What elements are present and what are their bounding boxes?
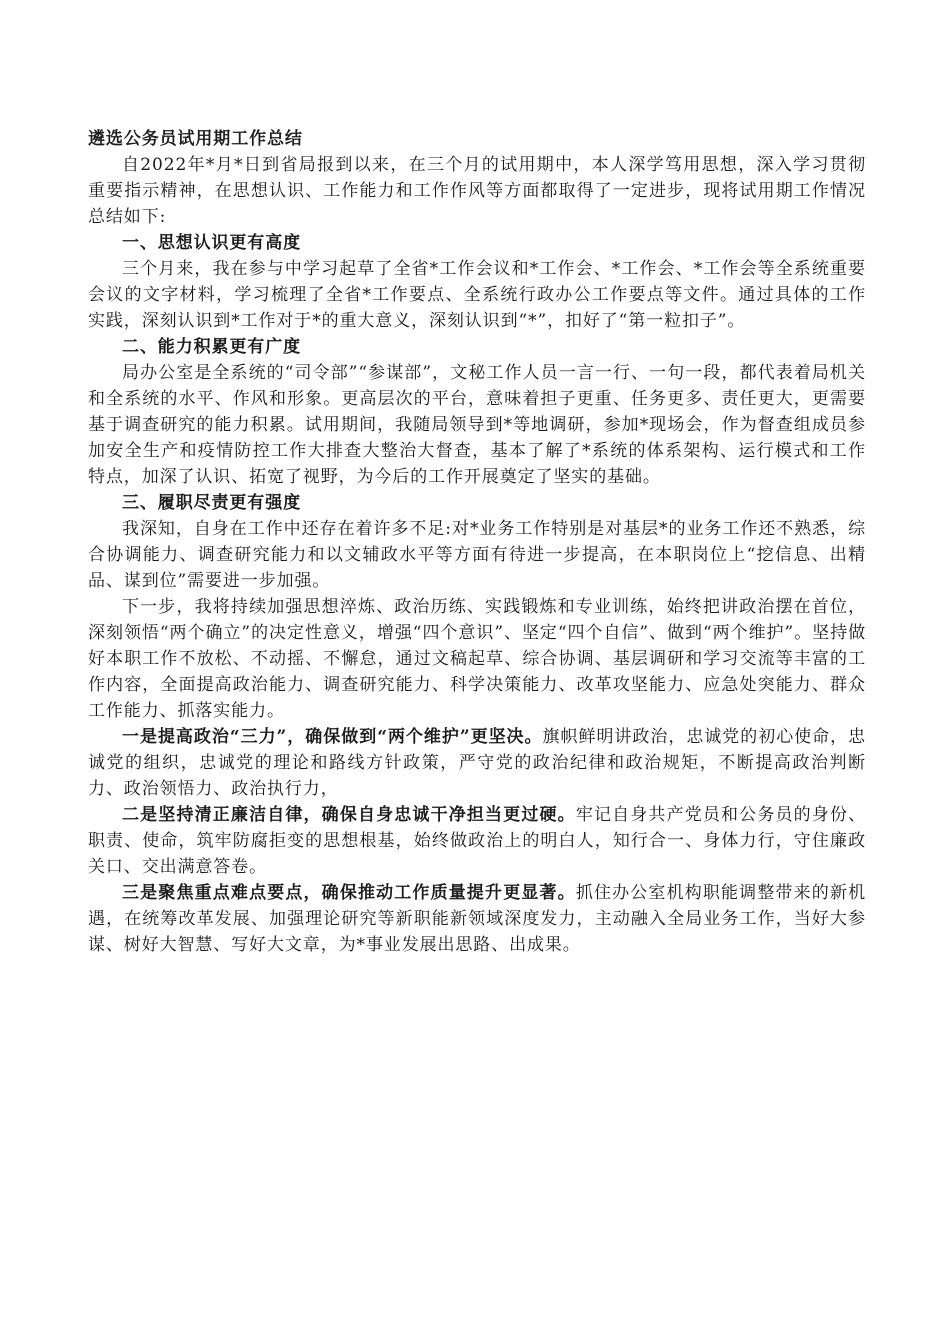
commitment-paragraph [88, 724, 866, 802]
section-heading: 二、能力积累更有广度 [122, 337, 301, 357]
commitment-lead: 三是聚焦重点难点要点，确保推动工作质量提升更显著。 [122, 883, 576, 903]
commitment-paragraph [88, 802, 866, 880]
commitment-lead: 二是坚持清正廉洁自律，确保自身忠诚干净担当更过硬。 [122, 805, 576, 825]
document-title: 遴选公务员试用期工作总结 [88, 129, 303, 149]
commitment-body: 抓住办公室机构职能调整带来的新机遇，在统筹改革发展、加强理论研究等新职能新领域深度发力，主动融入全局业务工作，当好大参谋、树好大智慧、写好大文章，为*事业发展出思路、出成果。 [88, 883, 866, 955]
section-heading: 一、思想认识更有高度 [122, 233, 301, 253]
document-page [88, 126, 866, 958]
next-steps-paragraph: 下一步，我将持续加强思想淬炼、政治历练、实践锻炼和专业训练，始终把讲政治摆在首位，深刻领悟“两个确立”的决定性意义，增强“四个意识”、坚定“四个自信”、做到“两个维护”。坚持做好本职工作不放松、不动摇、不懈怠，通过文稿起草、综合协调、基层调研和学习交流等丰富的工作内容，全面提高政治能力、调查研究能力、科学决策能力、改革攻坚能力、应急处突能力、群众工作能力、抓落实能力。 [88, 597, 866, 721]
commitment-lead: 一是提高政治“三力”，确保做到“两个维护”更坚决。 [122, 727, 543, 747]
commitment-body: 旗帜鲜明讲政治，忠诚党的初心使命，忠诚党的组织，忠诚党的理论和路线方针政策，严守党的政治纪律和政治规矩，不断提高政治判断力、政治领悟力、政治执行力， [88, 727, 866, 799]
commitment-paragraph [88, 880, 866, 958]
section-body: 我深知，自身在工作中还存在着许多不足:对*业务工作特别是对基层*的业务工作还不熟悉，综合协调能力、调查研究能力和以文辅政水平等方面有待进一步提高，在本职岗位上“挖信息、出精品、谋到位”需要进一步加强。 [88, 519, 866, 591]
section-body: 三个月来，我在参与中学习起草了全省*工作会议和*工作会、*工作会、*工作会等全系统重要会议的文字材料，学习梳理了全省*工作要点、全系统行政办公工作要点等文件。通过具体的工作实践，深刻认识到*工作对于*的重大意义，深刻认识到“*”，扣好了“第一粒扣子”。 [88, 259, 866, 331]
section-heading: 三、履职尽责更有强度 [122, 493, 301, 513]
commitment-body: 牢记自身共产党员和公务员的身份、职责、使命，筑牢防腐拒变的思想根基，始终做政治上的明白人，知行合一、身体力行，守住廉政关口、交出满意答卷。 [88, 805, 866, 877]
intro-paragraph: 自2022年*月*日到省局报到以来，在三个月的试用期中，本人深学笃用思想，深入学习贯彻重要指示精神，在思想认识、工作能力和工作作风等方面都取得了一定进步，现将试用期工作情况总结如下: [88, 155, 866, 227]
section-body: 局办公室是全系统的“司令部”“参谋部”，文秘工作人员一言一行、一句一段，都代表着局机关和全系统的水平、作风和形象。更高层次的平台，意味着担子更重、任务更多、责任更大，更需要基于调查研究的能力积累。试用期间，我随局领导到*等地调研，参加*现场会，作为督查组成员参加安全生产和疫情防控工作大排查大整治大督查，基本了解了*系统的体系架构、运行模式和工作特点，加深了认识、拓宽了视野，为今后的工作开展奠定了坚实的基础。 [88, 363, 866, 487]
